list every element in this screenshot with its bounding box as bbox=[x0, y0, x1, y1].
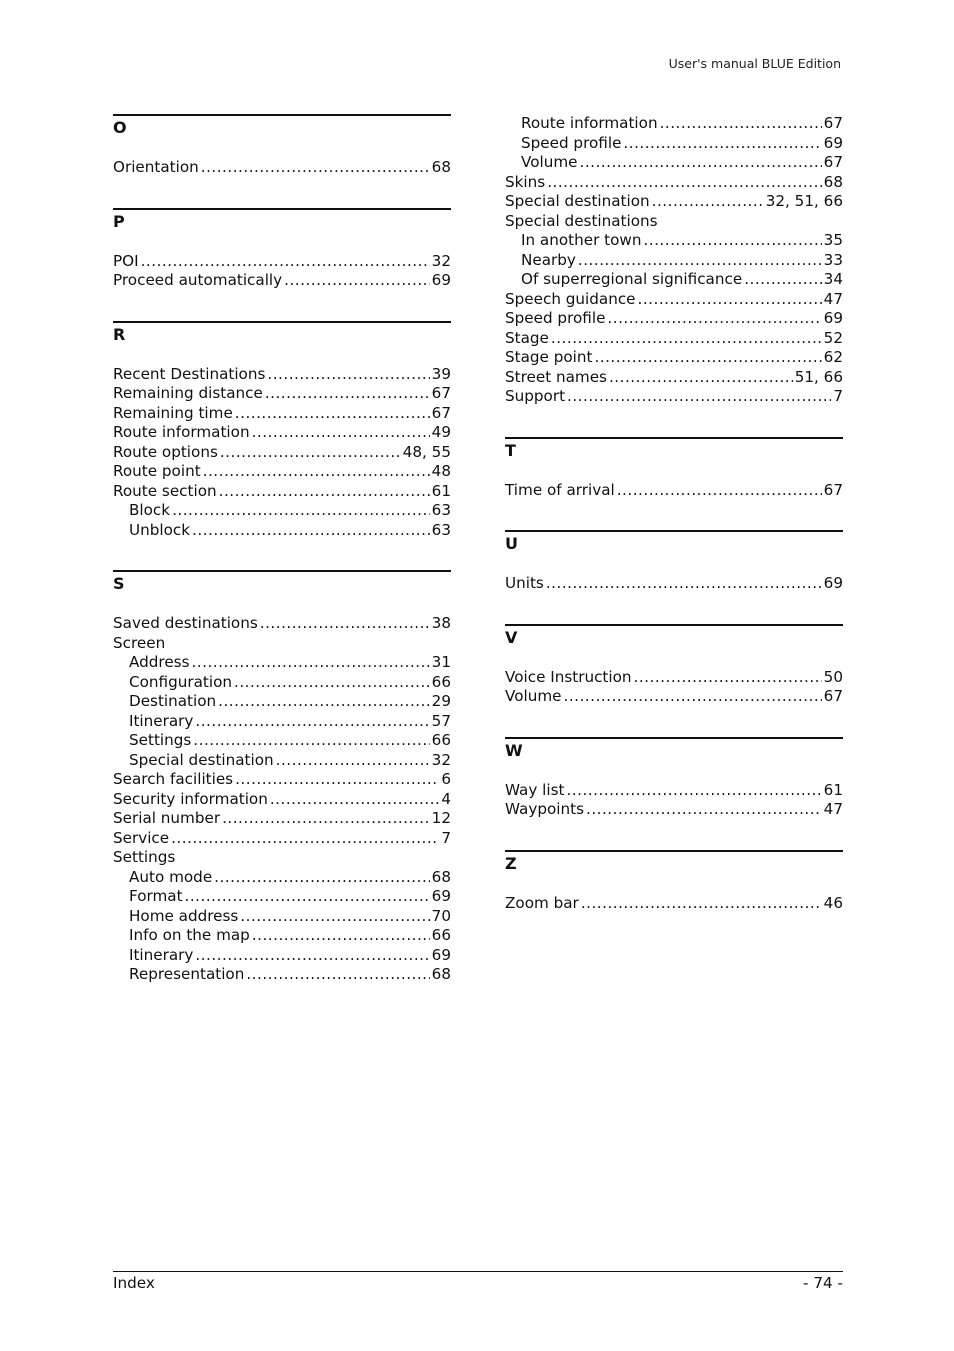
footer-section-title: Index bbox=[113, 1274, 155, 1292]
index-entry: Support ..... 7 bbox=[505, 387, 843, 407]
index-subentry: Block ..... 63 bbox=[113, 501, 451, 521]
index-section-v bbox=[505, 624, 843, 707]
index-subentry: Configuration ..... 66 bbox=[113, 673, 451, 693]
index-subentry: Destination ..... 29 bbox=[113, 692, 451, 712]
index-subentry: Settings ..... 66 bbox=[113, 731, 451, 751]
page-number: - 74 - bbox=[803, 1274, 843, 1292]
index-section-p bbox=[113, 208, 451, 291]
index-entry: Serial number ..... 12 bbox=[113, 809, 451, 829]
index-entry: Way list ..... 61 bbox=[505, 781, 843, 801]
index-section-z bbox=[505, 850, 843, 914]
index-entry: Route information ..... 49 bbox=[113, 423, 451, 443]
index-entry: Speed profile ..... 69 bbox=[505, 309, 843, 329]
index-subentry: Auto mode ..... 68 bbox=[113, 868, 451, 888]
index-entry: Remaining distance ..... 67 bbox=[113, 384, 451, 404]
index-subentry: Info on the map ..... 66 bbox=[113, 926, 451, 946]
section-letter: R bbox=[113, 321, 451, 351]
index-entry: Waypoints ..... 47 bbox=[505, 800, 843, 820]
index-subentry: Special destination ..... 32 bbox=[113, 751, 451, 771]
index-subentry: Nearby ..... 33 bbox=[505, 251, 843, 271]
index-entry: Search facilities ..... 6 bbox=[113, 770, 451, 790]
index-section-s bbox=[113, 570, 451, 985]
index-entry: Units ..... 69 bbox=[505, 574, 843, 594]
index-entry: Settings bbox=[113, 848, 176, 866]
index-entry: Remaining time ..... 67 bbox=[113, 404, 451, 424]
index-entry: Special destination ..... 32, 51, 66 bbox=[505, 192, 843, 212]
index-entry: Service ..... 7 bbox=[113, 829, 451, 849]
index-section-w bbox=[505, 737, 843, 820]
index-entry: Recent Destinations ..... 39 bbox=[113, 365, 451, 385]
index-entry: Zoom bar ..... 46 bbox=[505, 894, 843, 914]
section-letter: S bbox=[113, 570, 451, 600]
index-subentry: Itinerary ..... 69 bbox=[113, 946, 451, 966]
index-subentry: Home address ..... 70 bbox=[113, 907, 451, 927]
index-subentry: Format ..... 69 bbox=[113, 887, 451, 907]
index-entry: Screen bbox=[113, 633, 166, 652]
index-entry: Orientation ..... 68 bbox=[113, 158, 451, 178]
index-column-right bbox=[505, 114, 843, 913]
index-section-u bbox=[505, 530, 843, 594]
index-section-s-continued bbox=[505, 114, 843, 407]
page-footer bbox=[113, 1271, 843, 1292]
index-section-t bbox=[505, 437, 843, 501]
index-entry: Speech guidance ..... 47 bbox=[505, 290, 843, 310]
index-subentry: Volume ..... 67 bbox=[505, 153, 843, 173]
index-entry: Security information ..... 4 bbox=[113, 790, 451, 810]
index-entry: Proceed automatically ..... 69 bbox=[113, 271, 451, 291]
index-entry: Stage ..... 52 bbox=[505, 329, 843, 349]
index-entry: Volume ..... 67 bbox=[505, 687, 843, 707]
index-entry: Route section ..... 61 bbox=[113, 482, 451, 502]
index-entry: Time of arrival ..... 67 bbox=[505, 481, 843, 501]
index-entry: Stage point ..... 62 bbox=[505, 348, 843, 368]
section-letter: U bbox=[505, 530, 843, 560]
running-header: User's manual BLUE Edition bbox=[668, 56, 841, 71]
index-subentry: Unblock ..... 63 bbox=[113, 521, 451, 541]
index-section-o bbox=[113, 114, 451, 178]
section-letter: T bbox=[505, 437, 843, 467]
index-entry: Special destinations bbox=[505, 211, 658, 230]
index-subentry: Route information ..... 67 bbox=[505, 114, 843, 134]
index-subentry: In another town ..... 35 bbox=[505, 231, 843, 251]
index-entry: Route point ..... 48 bbox=[113, 462, 451, 482]
index-entry: POI ..... 32 bbox=[113, 252, 451, 272]
index-entry: Route options ..... 48, 55 bbox=[113, 443, 451, 463]
section-letter: O bbox=[113, 114, 451, 144]
section-letter: V bbox=[505, 624, 843, 654]
section-letter: P bbox=[113, 208, 451, 238]
index-subentry: Itinerary ..... 57 bbox=[113, 712, 451, 732]
index-subentry: Address ..... 31 bbox=[113, 653, 451, 673]
index-entry: Voice Instruction ..... 50 bbox=[505, 668, 843, 688]
index-subentry: Of superregional significance ..... 34 bbox=[505, 270, 843, 290]
section-letter: W bbox=[505, 737, 843, 767]
section-letter: Z bbox=[505, 850, 843, 880]
index-entry: Street names ..... 51, 66 bbox=[505, 368, 843, 388]
index-subentry: Speed profile ..... 69 bbox=[505, 134, 843, 154]
index-entry: Saved destinations ..... 38 bbox=[113, 614, 451, 634]
index-entry: Skins ..... 68 bbox=[505, 173, 843, 193]
index-column-left bbox=[113, 114, 451, 985]
index-subentry: Representation ..... 68 bbox=[113, 965, 451, 985]
index-section-r bbox=[113, 321, 451, 541]
